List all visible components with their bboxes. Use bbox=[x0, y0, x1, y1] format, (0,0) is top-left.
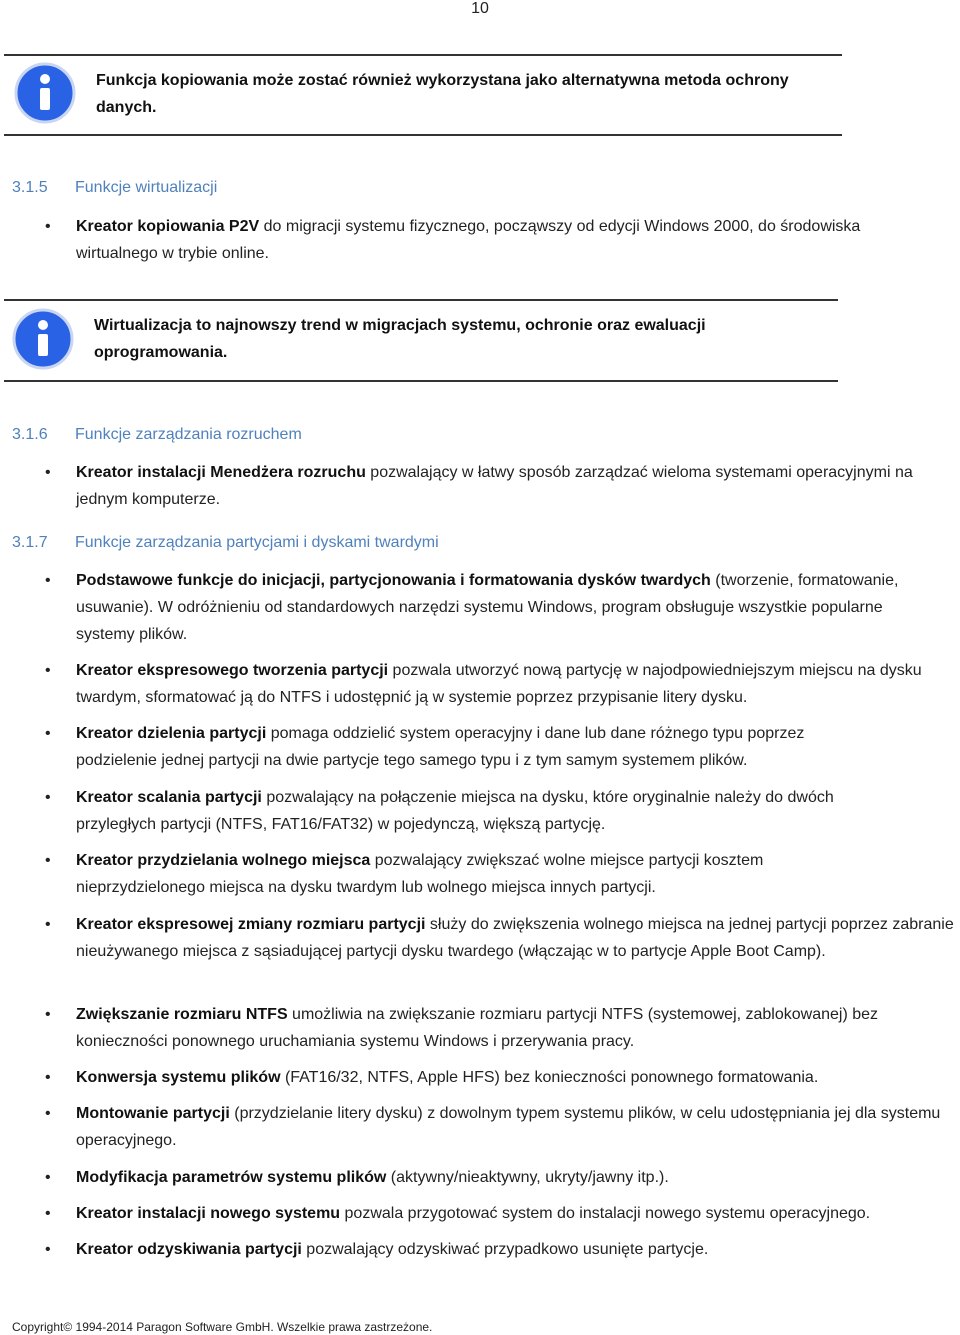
item-bold-text: Kreator ekspresowego tworzenia partycji bbox=[76, 662, 389, 679]
item-bold-text: Kreator kopiowania P2V bbox=[76, 218, 260, 235]
list-item bbox=[76, 1164, 954, 1191]
info-icon bbox=[14, 62, 76, 124]
section-title: Funkcje wirtualizacji bbox=[75, 179, 218, 196]
item-bold-text: Konwersja systemu plików bbox=[76, 1069, 281, 1086]
note-divider-top bbox=[4, 54, 842, 56]
note-text: Wirtualizacja to najnowszy trend w migracjach systemu, ochronie oraz ewaluacji oprogramowania. bbox=[94, 317, 706, 361]
list-item bbox=[76, 911, 954, 965]
item-text: umożliwia na zwiększanie rozmiaru partycji NTFS (systemowej, zablokowanej) bez konieczności ponownego uruchamiania systemu Windows i przerywania pracy. bbox=[76, 1006, 879, 1050]
note-text: Funkcja kopiowania może zostać również wykorzystana jako alternatywna metoda ochrony danych. bbox=[96, 72, 789, 116]
note-divider-top bbox=[4, 299, 838, 301]
section-heading bbox=[12, 179, 217, 197]
note-divider-bottom bbox=[4, 134, 842, 136]
note-box bbox=[14, 62, 844, 124]
list-item bbox=[76, 1064, 954, 1091]
item-text: pozwala przygotować system do instalacji nowego systemu operacyjnego. bbox=[340, 1205, 871, 1222]
item-text: pozwalający odzyskiwać przypadkowo usunięte partycje. bbox=[301, 1241, 709, 1258]
item-bold-text: Kreator odzyskiwania partycji bbox=[76, 1241, 302, 1258]
item-bold-text: Kreator instalacji Menedżera rozruchu bbox=[76, 464, 366, 481]
note-box bbox=[12, 308, 838, 370]
item-text: do migracji systemu fizycznego, począwszy od edycji Windows 2000, do środowiska wirtualnego w trybie online. bbox=[76, 218, 861, 262]
section-number: 3.1.6 bbox=[12, 426, 48, 443]
item-bold-text: Kreator ekspresowej zmiany rozmiaru partycji bbox=[76, 916, 426, 933]
item-bold-text: Modyfikacja parametrów systemu plików bbox=[76, 1169, 387, 1186]
item-bold-text: Kreator instalacji nowego systemu bbox=[76, 1205, 341, 1222]
note-divider-bottom bbox=[4, 380, 838, 382]
info-icon bbox=[12, 308, 74, 370]
list-item bbox=[76, 657, 954, 711]
list-item bbox=[76, 847, 836, 901]
item-bold-text: Kreator scalania partycji bbox=[76, 789, 262, 806]
item-bold-text: Montowanie partycji bbox=[76, 1105, 230, 1122]
section-number: 3.1.7 bbox=[12, 534, 48, 551]
list-item bbox=[76, 1236, 954, 1263]
list-item bbox=[76, 459, 956, 513]
item-bold-text: Kreator przydzielania wolnego miejsca bbox=[76, 852, 371, 869]
item-text: pomaga oddzielić system operacyjny i dane lub dane różnego typu poprzez podzielenie jednej partycji na dwie partycje tego samego typu i z tym samym systemem plików. bbox=[76, 725, 805, 769]
section-number: 3.1.5 bbox=[12, 179, 48, 196]
list-item bbox=[76, 720, 876, 774]
item-text: pozwala utworzyć nową partycję w najodpowiedniejszym miejscu na dysku twardym, sformatować ją do NTFS i udostępnić ją w systemie poprzez przypisanie litery dysku. bbox=[76, 662, 922, 706]
item-text: (aktywny/nieaktywny, ukryty/jawny itp.). bbox=[386, 1169, 669, 1186]
list-item bbox=[76, 784, 906, 838]
item-text: (FAT16/32, NTFS, Apple HFS) bez konieczności ponownego formatowania. bbox=[280, 1069, 819, 1086]
list-item bbox=[76, 1200, 954, 1227]
list-item bbox=[76, 213, 946, 267]
section-title: Funkcje zarządzania partycjami i dyskami twardymi bbox=[75, 534, 439, 551]
section-heading bbox=[12, 534, 439, 552]
item-text: (przydzielanie litery dysku) z dowolnym typem systemu plików, w celu udostępniania jej dla systemu operacyjnego. bbox=[76, 1105, 941, 1149]
section-heading bbox=[12, 426, 302, 444]
list-item bbox=[76, 567, 936, 648]
item-text: (tworzenie, formatowanie, usuwanie). W odróżnieniu od standardowych narzędzi systemu Windows, program obsługuje wszystkie popularne systemy plików. bbox=[76, 572, 899, 643]
section-title: Funkcje zarządzania rozruchem bbox=[75, 426, 302, 443]
page-number: 10 bbox=[471, 0, 489, 17]
item-text: pozwalający w łatwy sposób zarządzać wieloma systemami operacyjnymi na jednym komputerze. bbox=[76, 464, 913, 508]
item-text: pozwalający na połączenie miejsca na dysku, które oryginalnie należy do dwóch przyległych partycji (NTFS, FAT16/FAT32) w pojedynczą, większą partycję. bbox=[76, 789, 834, 833]
footer-copyright: Copyright© 1994-2014 Paragon Software GmbH. Wszelkie prawa zastrzeżone. bbox=[12, 1320, 433, 1334]
item-bold-text: Kreator dzielenia partycji bbox=[76, 725, 267, 742]
list-item bbox=[76, 1001, 948, 1055]
item-bold-text: Podstawowe funkcje do inicjacji, partycjonowania i formatowania dysków twardych bbox=[76, 572, 711, 589]
list-item bbox=[76, 1100, 946, 1154]
item-text: pozwalający zwiększać wolne miejsce partycji kosztem nieprzydzielonego miejsca na dysku twardym lub wolnego miejsca innych partycji. bbox=[76, 852, 764, 896]
item-bold-text: Zwiększanie rozmiaru NTFS bbox=[76, 1006, 288, 1023]
item-text: służy do zwiększenia wolnego miejsca na jednej partycji poprzez zabranie nieużywanego miejsca z sąsiadującej partycji dysku twardego (włączając w to partycje Apple Boot Camp). bbox=[76, 916, 954, 960]
